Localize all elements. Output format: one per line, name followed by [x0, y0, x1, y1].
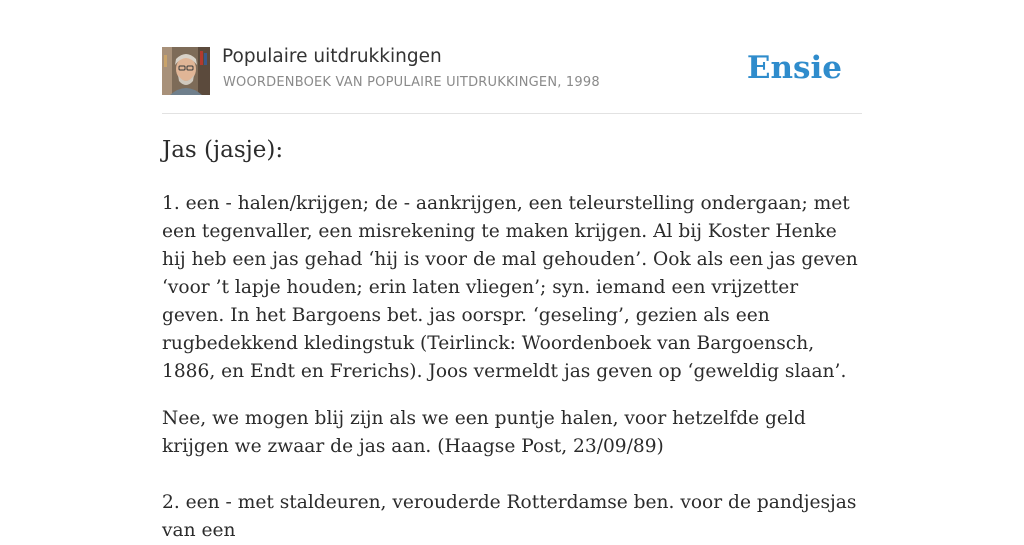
- source-title[interactable]: Populaire uitdrukkingen: [222, 46, 442, 67]
- source-subtitle: WOORDENBOEK VAN POPULAIRE UITDRUKKINGEN, 1998: [223, 75, 600, 90]
- definition-paragraph: [162, 489, 862, 545]
- header-divider: [162, 113, 862, 114]
- definition-paragraph: [162, 190, 862, 386]
- entry-page: [162, 0, 862, 541]
- author-avatar[interactable]: [162, 47, 210, 95]
- paragraph-text: Nee, we mogen blij zijn als we een puntje halen, voor hetzelfde geld krijgen we zwaar de jas aan. (Haagse Post, 23/09/89): [162, 408, 806, 457]
- source-header: [162, 46, 862, 96]
- headword: Jas (jasje):: [162, 137, 284, 163]
- example-quote: [162, 405, 862, 461]
- paragraph-text: 2. een - met staldeuren, verouderde Rotterdamse ben. voor de pandjesjas van een: [162, 492, 857, 541]
- ensie-logo[interactable]: Ensie: [746, 50, 842, 86]
- paragraph-text: 1. een - halen/krijgen; de - aankrijgen, een teleurstelling ondergaan; met een tegenvaller, een misrekening te maken krijgen. Al bij Koster Henke hij heb een jas gehad ‘hij is voor de mal gehouden’. Ook als een jas geven ‘voor ’t lapje houden; erin laten vliegen’; syn. iemand een vrijzetter geven. In het Bargoens bet. jas oorspr. ‘geseling’, gezien als een rugbedekkend kledingstuk (Teirlinck: Woordenboek van Bargoensch, 1886, en Endt en Frerichs). Joos vermeldt jas geven op ‘geweldig slaan’.: [162, 193, 858, 382]
- author-portrait-icon: [162, 47, 210, 95]
